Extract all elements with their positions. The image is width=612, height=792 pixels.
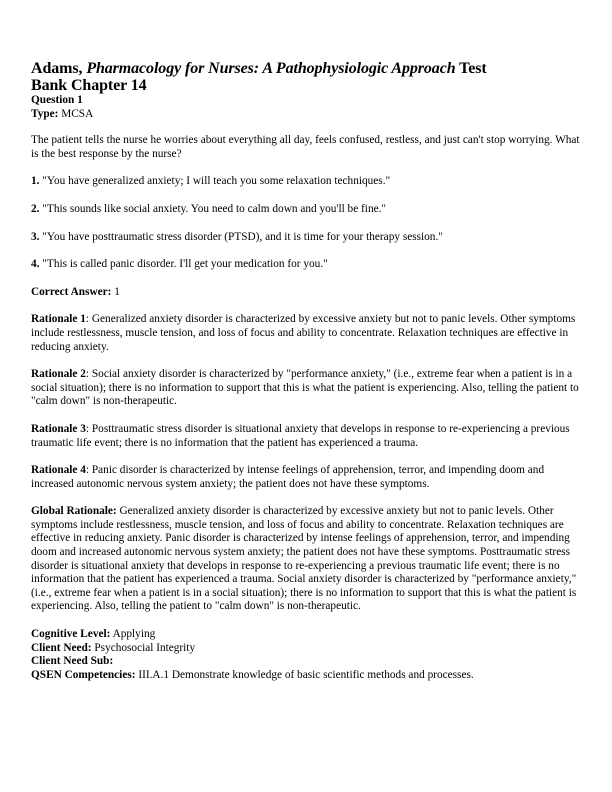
- client-need-sub-label: Client Need Sub:: [31, 655, 114, 668]
- rationale-4: [31, 464, 583, 491]
- question-metadata: [31, 628, 583, 682]
- global-rationale: [31, 505, 583, 614]
- option-number: 3.: [31, 230, 40, 243]
- cognitive-level-label: Cognitive Level:: [31, 628, 111, 641]
- question-stem: The patient tells the nurse he worries about everything all day, feels confused, restless, and just can't stop worrying. What is the best response by the nurse?: [31, 134, 580, 160]
- rationale-label: Rationale 4: [31, 464, 86, 477]
- question-type: [31, 108, 583, 122]
- option-text: "You have posttraumatic stress disorder (PTSD), and it is time for your therapy session.": [39, 230, 443, 243]
- rationale-label: Rationale 3: [31, 422, 86, 435]
- rationale-text: : Posttraumatic stress disorder is situational anxiety that develops in response to re-experiencing a previous traumatic life event; there is no information that the patient has experienced a trauma.: [31, 422, 570, 449]
- option-number: 1.: [31, 175, 40, 188]
- rationale-label: Rationale 2: [31, 368, 86, 381]
- question-number: Question 1: [31, 94, 83, 106]
- qsen-competencies: [31, 669, 583, 683]
- answer-option-1: [31, 175, 583, 189]
- option-number: 2.: [31, 202, 40, 215]
- option-text: "You have generalized anxiety; I will teach you some relaxation techniques.": [39, 175, 391, 188]
- cognitive-level: [31, 628, 583, 642]
- answer-option-4: [31, 258, 583, 272]
- answer-option-3: [31, 231, 583, 245]
- title-line-2: Bank Chapter 14: [31, 77, 147, 94]
- title-book-name: Pharmacology for Nurses: A Pathophysiologic Approach: [86, 60, 456, 77]
- correct-answer-label: Correct Answer:: [31, 285, 112, 298]
- type-label: Type:: [31, 107, 59, 120]
- rationale-label: Rationale 1: [31, 313, 86, 326]
- option-text: "This sounds like social anxiety. You need to calm down and you'll be fine.": [39, 202, 387, 215]
- client-need-label: Client Need:: [31, 641, 92, 654]
- correct-answer: [31, 286, 583, 300]
- document-title: [31, 60, 583, 94]
- type-value: MCSA: [58, 107, 94, 120]
- document-page: [31, 60, 583, 682]
- qsen-label: QSEN Competencies:: [31, 668, 136, 681]
- global-rationale-text: Generalized anxiety disorder is characterized by excessive anxiety but not to panic levels. Other symptoms include restlessness, muscle tension, and loss of focus and ability to concentrate. Relaxation techniques are effective in reducing anxiety. Panic disorder is characterized by intense feelings of apprehension, terror, and impending doom and increased autonomic nervous system anxiety; the patient does not have these symptoms. Posttraumatic stress disorder is situational anxiety that develops in response to re-experiencing a previous traumatic life event; there is no information that the patient has experienced a trauma. Social anxiety disorder is characterized by "performance anxiety," (i.e., extreme fear when a patient is in a social situation); there is no information to support that this is what the patient is experiencing. Also, telling the patient to "calm down" is non-therapeutic.: [31, 505, 577, 613]
- rationale-text: : Panic disorder is characterized by intense feelings of apprehension, terror, and impending doom and increased autonomic nervous system anxiety; the patient does not have these symptoms.: [31, 464, 545, 490]
- option-number: 4.: [31, 258, 40, 271]
- client-need-value: Psychosocial Integrity: [91, 641, 196, 654]
- rationale-2: [31, 368, 583, 409]
- correct-answer-value: 1: [111, 285, 120, 298]
- client-need: [31, 642, 583, 656]
- answer-option-2: [31, 203, 583, 217]
- cognitive-level-value: Applying: [110, 628, 156, 641]
- title-prefix: Adams,: [31, 60, 87, 77]
- rationale-3: [31, 423, 583, 450]
- qsen-value: III.A.1 Demonstrate knowledge of basic scientific methods and processes.: [135, 668, 474, 681]
- client-need-sub: [31, 655, 583, 669]
- option-text: "This is called panic disorder. I'll get your medication for you.": [39, 258, 328, 271]
- rationale-text: : Generalized anxiety disorder is characterized by excessive anxiety but not to panic levels. Other symptoms include restlessness, muscle tension, and loss of focus and ability to concentrate. Relaxation techniques are effective in reducing anxiety.: [31, 313, 576, 353]
- rationale-1: [31, 313, 583, 354]
- title-suffix: Test: [455, 60, 487, 77]
- rationale-text: : Social anxiety disorder is characterized by "performance anxiety," (i.e., extreme fear when a patient is in a social situation); there is no information to support that this is what the patient is experiencing. Also, telling the patient to "calm down" is non-therapeutic.: [31, 368, 579, 408]
- global-rationale-label: Global Rationale:: [31, 505, 117, 518]
